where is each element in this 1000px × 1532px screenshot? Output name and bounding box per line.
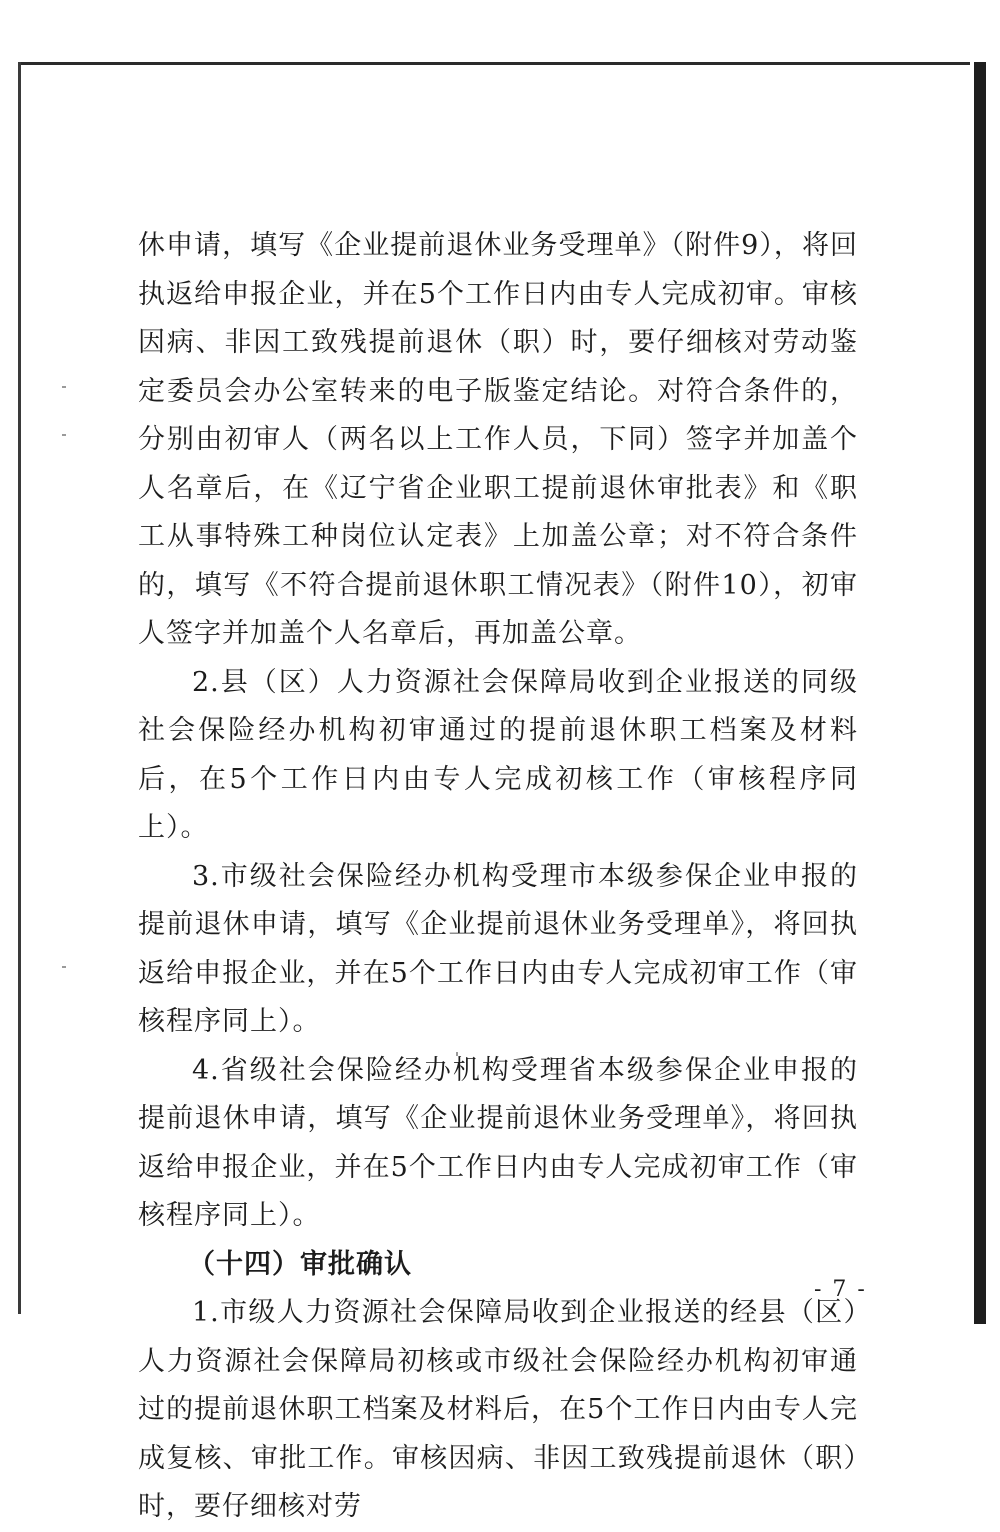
body-paragraph-1: 休申请，填写《企业提前退休业务受理单》（附件9），将回执返给申报企业，并在5个工作日内由专人完成初审。审核因病、非因工致残提前退休（职）时，要仔细核对劳动鉴定委员会办公室转来的电子版鉴定结论。对符合条件的，分别由初审人（两名以上工作人员，下同）签字并加盖个人名章后，在《辽宁省企业职工提前退休审批表》和《职工从事特殊工种岗位认定表》上加盖公章；对不符合条件的，填写《不符合提前退休职工情况表》（附件10），初审人签字并加盖个人名章后，再加盖公章。 xyxy=(138,230,858,649)
body-paragraph-2: 2.县（区）人力资源社会保障局收到企业报送的同级社会保险经办机构初审通过的提前退休职工档案及材料后，在5个工作日内由专人完成初核工作（审核程序同上）。 xyxy=(138,666,858,843)
body-paragraph-5: 1.市级人力资源社会保障局收到企业报送的经县（区）人力资源社会保障局初核或市级社会保险经办机构初审通过的提前退休职工档案及材料后，在5个工作日内由专人完成复核、审批工作。审核因病、非因工致残提前退休（职）时，要仔细核对劳 xyxy=(138,1297,858,1522)
scan-speck xyxy=(62,434,66,436)
section-heading: （十四）审批确认 xyxy=(188,1248,412,1280)
scan-speck xyxy=(62,386,66,388)
scan-edge-right xyxy=(974,62,986,1324)
scan-edge-left xyxy=(18,62,21,1314)
body-paragraph-3: 3.市级社会保险经办机构受理市本级参保企业申报的提前退休申请，填写《企业提前退休业务受理单》，将回执返给申报企业，并在5个工作日内由专人完成初审工作（审核程序同上）。 xyxy=(138,860,858,1037)
scan-speck xyxy=(62,966,66,968)
scan-edge-top xyxy=(18,62,970,65)
page-number: - 7 - xyxy=(814,1277,867,1302)
document-body xyxy=(138,222,858,1532)
body-paragraph-4: 4.省级社会保险经办机构受理省本级参保企业申报的提前退休申请，填写《企业提前退休业务受理单》，将回执返给申报企业，并在5个工作日内由专人完成初审工作（审核程序同上）。 xyxy=(138,1054,858,1231)
